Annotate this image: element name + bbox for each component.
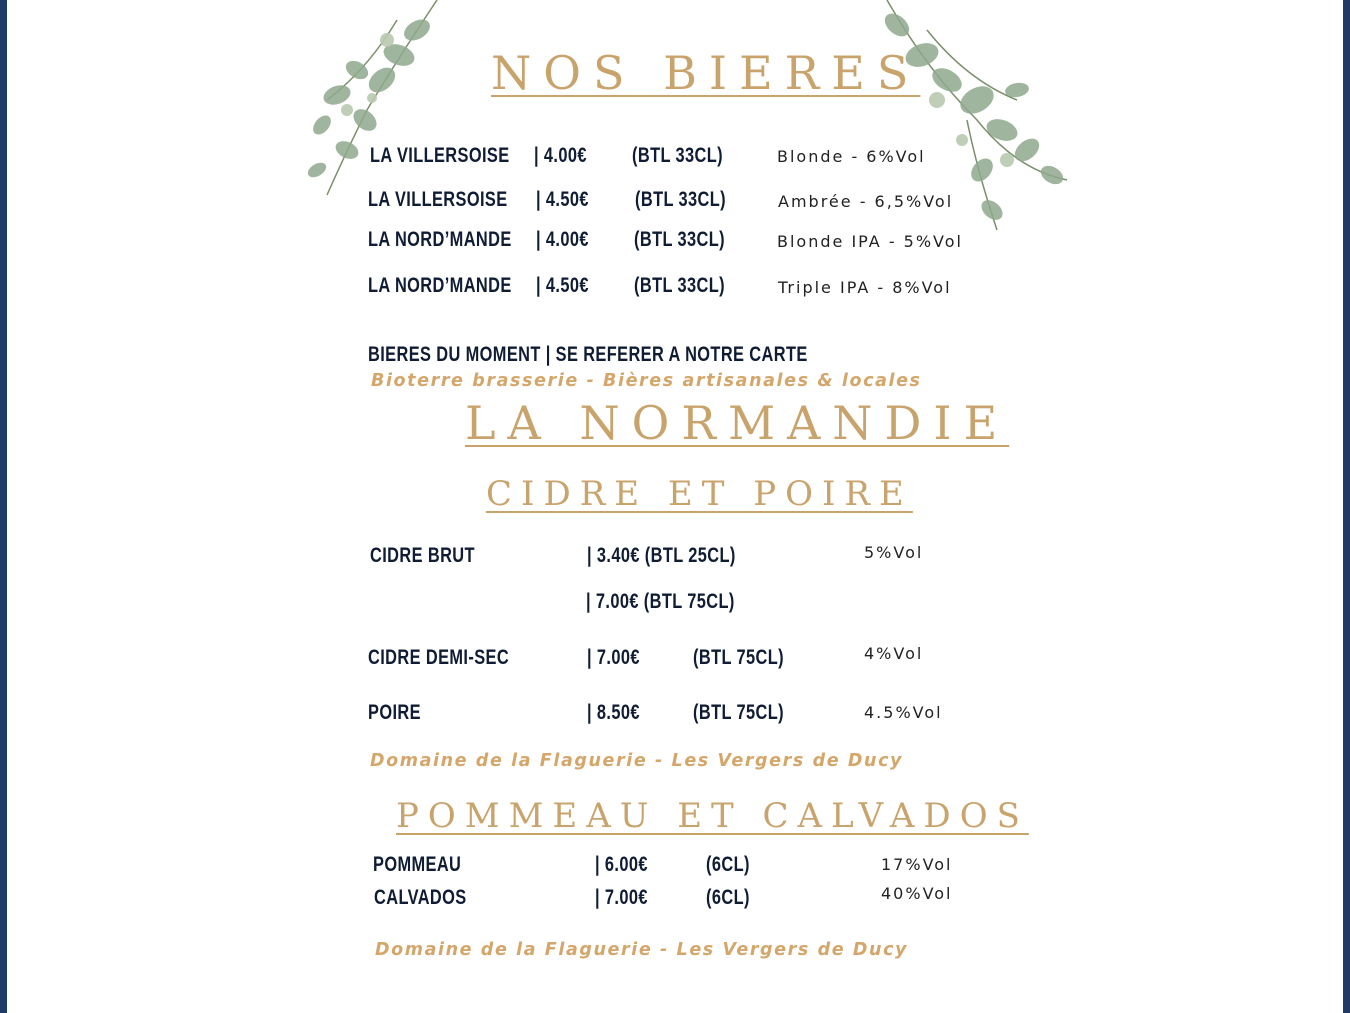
beer-4-size: (BTL 33CL) [634, 274, 725, 297]
pommeau-price: | 6.00€ [595, 853, 648, 876]
poire-name: POIRE [368, 701, 421, 724]
spirits-credit: Domaine de la Flaguerie - Les Vergers de Ducy [375, 940, 909, 960]
beers-moment: BIERES DU MOMENT | SE REFERER A NOTRE CARTE [368, 343, 808, 366]
cidre-brut-abv: 5%Vol [864, 543, 924, 562]
beer-2-price: | 4.50€ [536, 188, 589, 211]
beer-2-desc: Ambrée - 6,5%Vol [778, 192, 954, 211]
beer-1-price: | 4.00€ [534, 144, 587, 167]
beers-title: NOS BIERES [491, 46, 921, 100]
calvados-size: (6CL) [706, 886, 750, 909]
beer-1-name: LA VILLERSOISE [370, 144, 510, 167]
calvados-price: | 7.00€ [595, 886, 648, 909]
cidre-credit: Domaine de la Flaguerie - Les Vergers de Ducy [370, 751, 904, 771]
beer-2-size: (BTL 33CL) [635, 188, 726, 211]
beer-4-name: LA NORD’MANDE [368, 274, 512, 297]
eucalyptus-left-decoration [287, 0, 467, 200]
calvados-abv: 40%Vol [881, 884, 953, 903]
cidre-brut-price-25cl: | 3.40€ (BTL 25CL) [587, 544, 736, 567]
pommeau-calvados-title: POMMEAU ET CALVADOS [396, 796, 1029, 836]
beer-3-price: | 4.00€ [536, 228, 589, 251]
cidre-brut-price-75cl: | 7.00€ (BTL 75CL) [586, 590, 735, 613]
poire-size: (BTL 75CL) [693, 701, 784, 724]
cidre-poire-subtitle: CIDRE ET POIRE [486, 474, 913, 514]
beer-3-size: (BTL 33CL) [634, 228, 725, 251]
poire-abv: 4.5%Vol [864, 703, 943, 722]
cidre-demi-sec-name: CIDRE DEMI-SEC [368, 646, 510, 669]
beer-4-desc: Triple IPA - 8%Vol [778, 278, 952, 297]
beer-1-desc: Blonde - 6%Vol [777, 147, 926, 166]
beer-3-desc: Blonde IPA - 5%Vol [777, 232, 963, 251]
cidre-brut-name: CIDRE BRUT [370, 544, 475, 567]
normandie-title: LA NORMANDIE [465, 396, 1010, 450]
beer-2-name: LA VILLERSOISE [368, 188, 508, 211]
beer-3-name: LA NORD’MANDE [368, 228, 512, 251]
beers-credit: Bioterre brasserie - Bières artisanales & locales [371, 371, 922, 391]
cidre-demi-sec-size: (BTL 75CL) [693, 646, 784, 669]
beer-4-price: | 4.50€ [536, 274, 589, 297]
pommeau-name: POMMEAU [373, 853, 462, 876]
calvados-name: CALVADOS [374, 886, 467, 909]
cidre-demi-sec-abv: 4%Vol [864, 644, 924, 663]
cidre-demi-sec-price: | 7.00€ [587, 646, 640, 669]
poire-price: | 8.50€ [587, 701, 640, 724]
pommeau-abv: 17%Vol [881, 855, 953, 874]
pommeau-size: (6CL) [706, 853, 750, 876]
menu-page [7, 0, 1343, 1013]
beer-1-size: (BTL 33CL) [632, 144, 723, 167]
